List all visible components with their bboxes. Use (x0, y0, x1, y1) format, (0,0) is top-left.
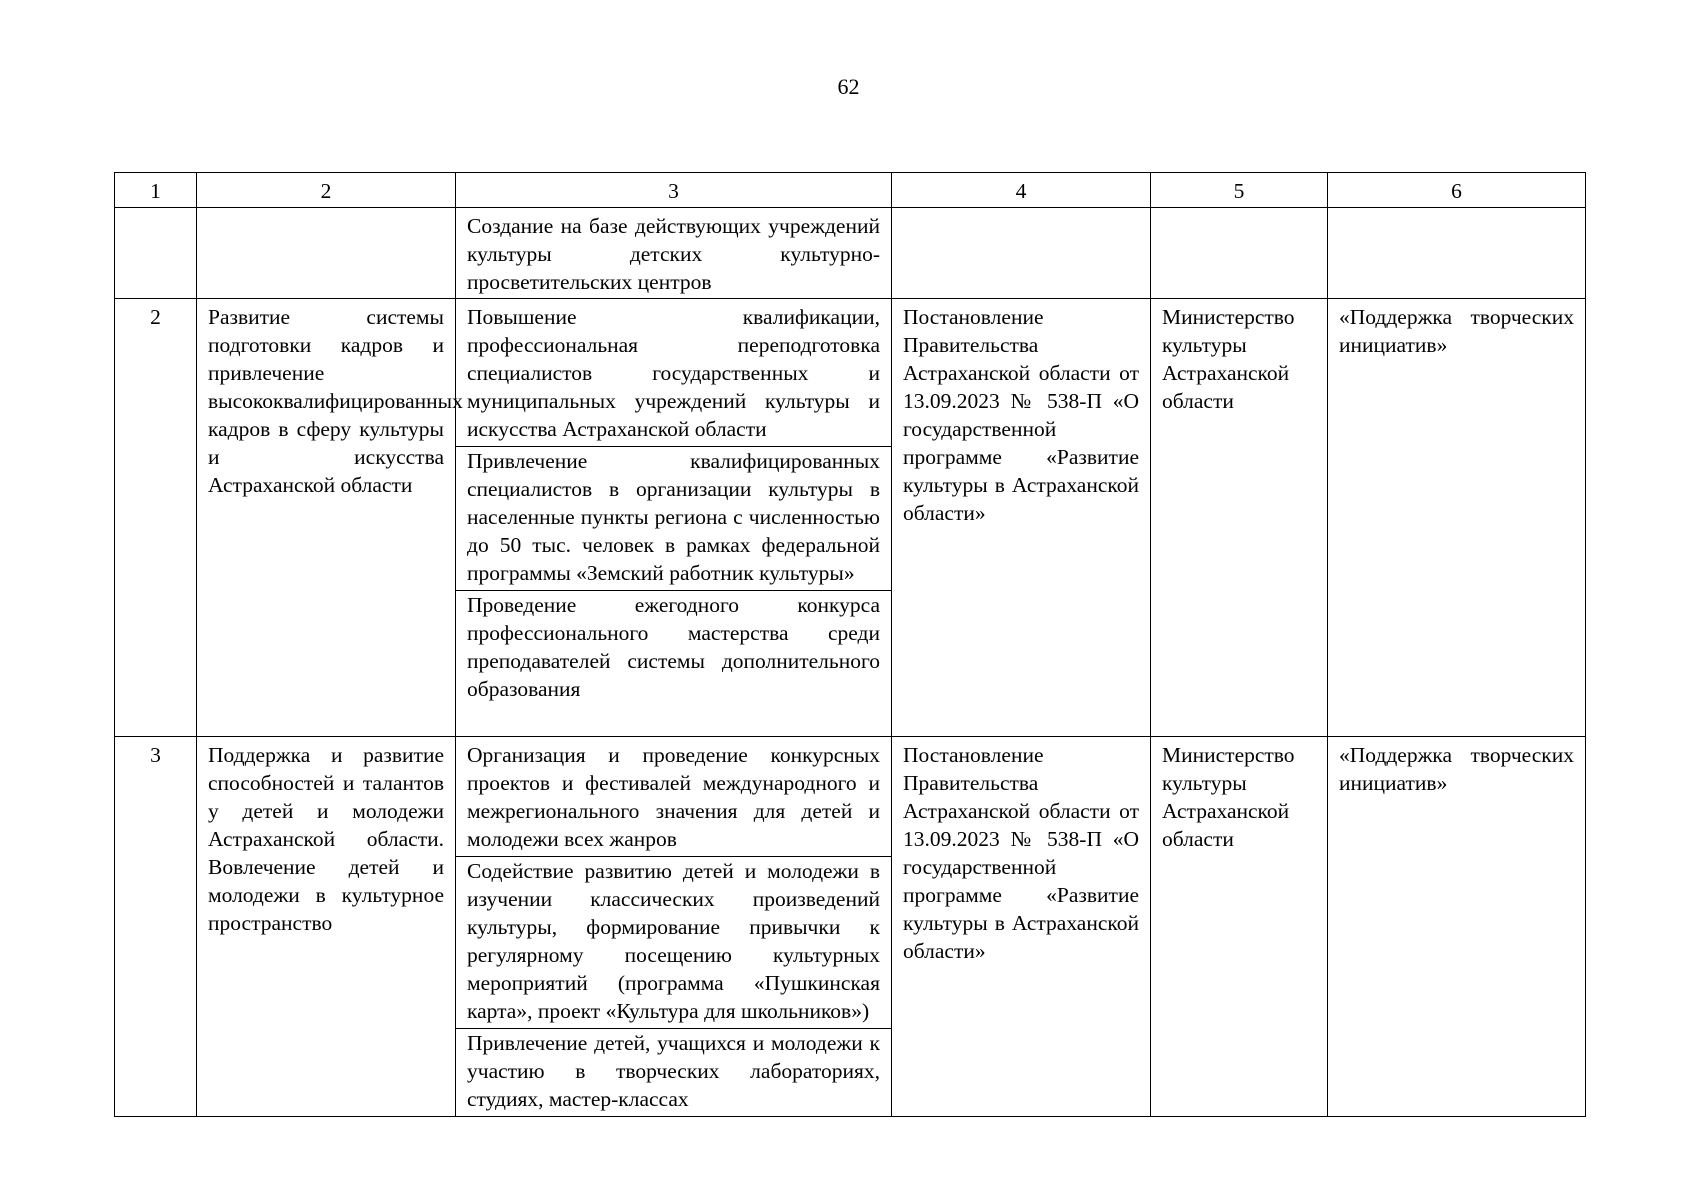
column-header-3: 3 (456, 173, 892, 208)
column-header-6: 6 (1328, 173, 1586, 208)
direction-cell: Развитие системы подготовки кадров и привлечение высококвалифицированных кадров в сферу культуры и искусства Астраханской области (197, 299, 456, 737)
document-cell: Постановление Правительства Астраханской области от 13.09.2023 № 538-П «О государственной программе «Развитие культуры в Астраханской области» (892, 299, 1151, 737)
empty-cell (1151, 208, 1328, 299)
empty-cell (1328, 208, 1586, 299)
measures-cell (456, 299, 892, 737)
column-header-5: 5 (1151, 173, 1328, 208)
document-cell: Постановление Правительства Астраханской области от 13.09.2023 № 538-П «О государственной программе «Развитие культуры в Астраханской области» (892, 737, 1151, 1117)
measure-item: Привлечение квалифицированных специалистов в организации культуры в населенные пункты региона с численностью до 50 тыс. человек в рамках федеральной программы «Земский работник культуры» (456, 446, 891, 590)
column-header-4: 4 (892, 173, 1151, 208)
project-cell: «Поддержка творческих инициатив» (1328, 737, 1586, 1117)
measures-table (114, 172, 1586, 1117)
direction-cell: Поддержка и развитие способностей и талантов у детей и молодежи Астраханской области. Вовлечение детей и молодежи в культурное пространство (197, 737, 456, 1117)
measures-cell (456, 737, 892, 1117)
executor-cell: Министерство культуры Астраханской области (1151, 737, 1328, 1117)
table-row (115, 737, 1586, 1117)
table-row (115, 299, 1586, 737)
empty-cell (892, 208, 1151, 299)
header-row (115, 173, 1586, 208)
measure-item: Привлечение детей, учащихся и молодежи к участию в творческих лабораториях, студиях, мастер-классах (456, 1028, 891, 1116)
empty-cell (115, 208, 197, 299)
page-number: 62 (837, 74, 860, 99)
measure-item: Повышение квалификации, профессиональная переподготовка специалистов государственных и муниципальных учреждений культуры и искусства Астраханской области (467, 305, 880, 441)
continuation-row (115, 208, 1586, 299)
project-cell: «Поддержка творческих инициатив» (1328, 299, 1586, 737)
column-header-2: 2 (197, 173, 456, 208)
spacer (467, 706, 880, 734)
measure-item: Проведение ежегодного конкурса профессионального мастерства среди преподавателей системы дополнительного образования (456, 590, 891, 706)
row-number: 3 (115, 737, 197, 1117)
column-header-1: 1 (115, 173, 197, 208)
measure-cell: Создание на базе действующих учреждений культуры детских культурно-просветительских центров (456, 208, 892, 299)
measure-item: Организация и проведение конкурсных проектов и фестивалей международного и межрегионального значения для детей и молодежи всех жанров (467, 743, 880, 851)
row-number: 2 (115, 299, 197, 737)
measure-item: Содействие развитию детей и молодежи в изучении классических произведений культуры, формирование привычки к регулярному посещению культурных мероприятий (программа «Пушкинская карта», проект «Культура для школьников») (456, 856, 891, 1028)
empty-cell (197, 208, 456, 299)
executor-cell: Министерство культуры Астраханской области (1151, 299, 1328, 737)
